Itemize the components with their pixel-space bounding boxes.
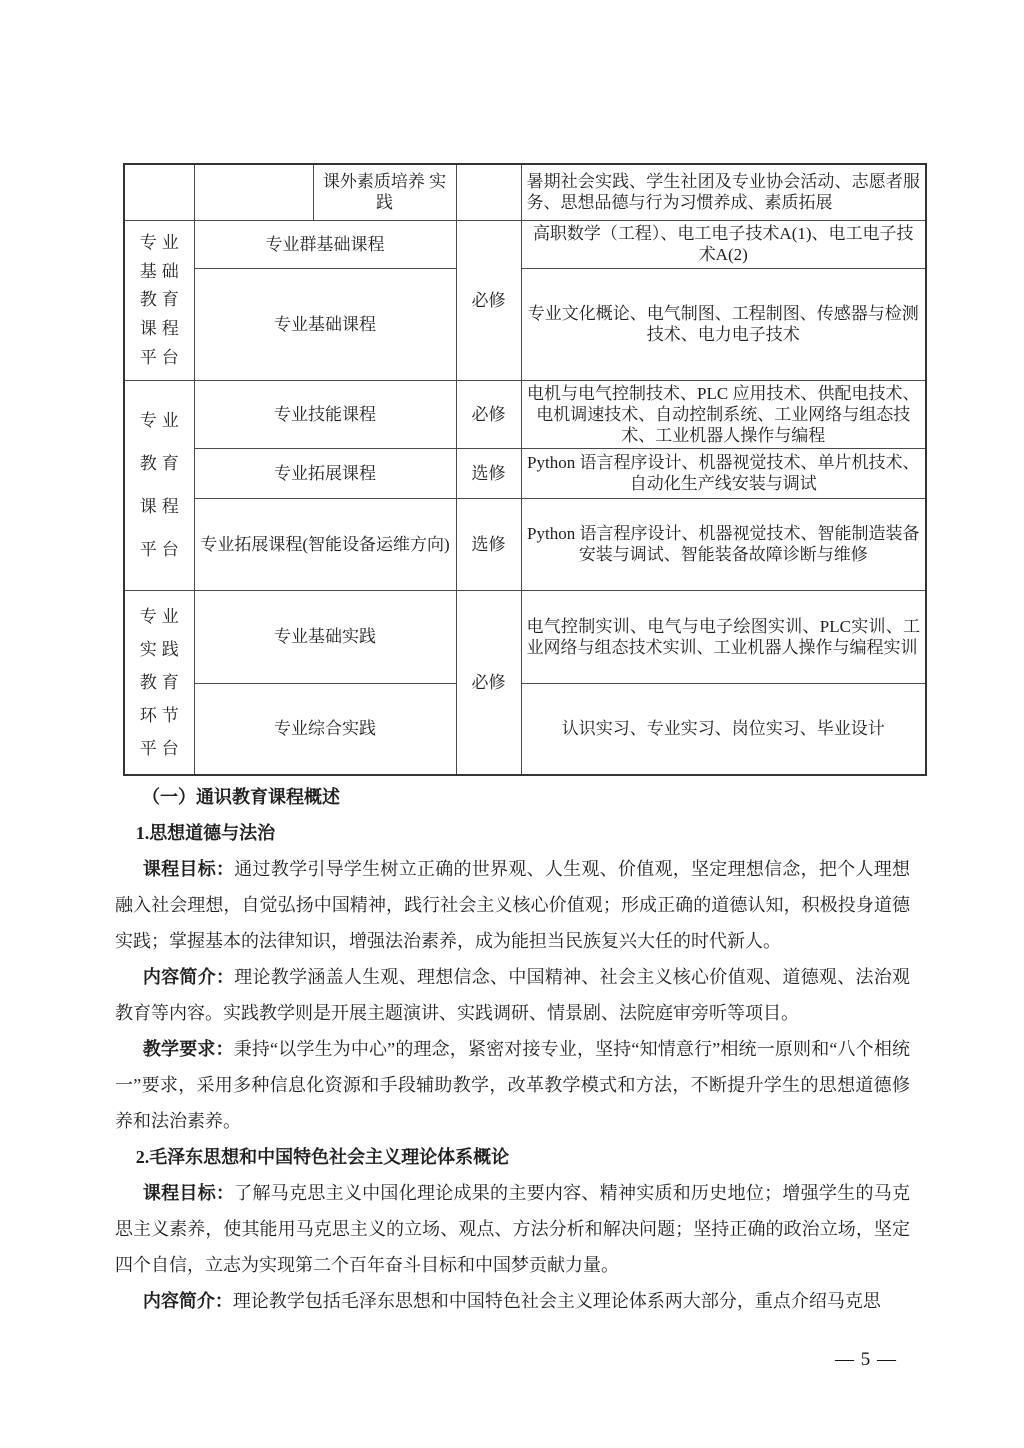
cell-course-type: 专业综合实践 [194, 683, 456, 775]
document-body [115, 779, 910, 1319]
paragraph-label: 内容简介： [142, 1291, 233, 1311]
subsection-heading: 2.毛泽东思想和中国特色社会主义理论体系概论 [135, 1147, 510, 1167]
cell-courses: 高职数学（工程）、电工电子技术A(1)、电工电子技术A(2) [521, 220, 926, 268]
cell-courses: 认识实习、专业实习、岗位实习、毕业设计 [521, 683, 926, 775]
table-row [124, 268, 926, 380]
table-row [124, 380, 926, 448]
section-heading: （一）通识教育课程概述 [142, 787, 340, 807]
table-row [124, 590, 926, 683]
cell-course-type: 课外素质培养 实践 [313, 164, 456, 220]
paragraph-text: 理论教学包括毛泽东思想和中国特色社会主义理论体系两大部分，重点介绍马克思 [232, 1291, 881, 1311]
cell-platform [124, 590, 194, 775]
cell-platform [124, 380, 194, 590]
platform-label: 专业 教育 课程 平台 [139, 411, 184, 559]
cell-required: 必修 [456, 220, 521, 380]
table-row [124, 220, 926, 268]
table-row [124, 498, 926, 590]
table-row [124, 164, 926, 220]
paragraph-text: 理论教学涵盖人生观、理想信念、中国精神、社会主义核心价值观、道德观、法治观教育等内容。实践教学则是开展主题演讲、实践调研、情景剧、法院庭审旁听等项目。 [115, 967, 911, 1023]
cell-platform [124, 220, 194, 380]
cell-course-type: 专业基础课程 [194, 268, 456, 380]
table-row [124, 448, 926, 498]
paragraph-label: 课程目标： [142, 1183, 235, 1203]
curriculum-table [123, 163, 927, 776]
cell-courses: 电气控制实训、电气与电子绘图实训、PLC实训、工业网络与组态技术实训、工业机器人操作与编程实训 [521, 590, 926, 683]
cell-courses: Python 语言程序设计、机器视觉技术、单片机技术、自动化生产线安装与调试 [521, 448, 926, 498]
table-row [124, 683, 926, 775]
paragraph-text: 通过教学引导学生树立正确的世界观、人生观、价值观，坚定理想信念，把个人理想融入社会理想，自觉弘扬中国精神，践行社会主义核心价值观；形成正确的道德认知，积极投身道德实践；掌握基本的法律知识，增强法治素养，成为能担当民族复兴大任的时代新人。 [115, 859, 911, 951]
cell-required [456, 164, 521, 220]
cell-courses: Python 语言程序设计、机器视觉技术、智能制造装备安装与调试、智能装备故障诊断与维修 [521, 498, 926, 590]
cell-courses: 专业文化概论、电气制图、工程制图、传感器与检测技术、电力电子技术 [521, 268, 926, 380]
cell-course-type: 专业技能课程 [194, 380, 456, 448]
cell-course-type: 专业群基础课程 [194, 220, 456, 268]
cell-required: 必修 [456, 590, 521, 775]
paragraph-label: 内容简介： [142, 967, 235, 987]
platform-label: 专业 基础 教育 课程 平台 [139, 232, 184, 368]
cell-course-type: 专业拓展课程 [194, 448, 456, 498]
paragraph [115, 1283, 910, 1319]
paragraph [115, 959, 910, 1031]
cell-empty [124, 164, 194, 220]
paragraph [115, 851, 910, 959]
paragraph [115, 1175, 910, 1283]
cell-required: 必修 [456, 380, 521, 448]
platform-label: 专业 实践 教育 环节 平台 [139, 606, 184, 758]
cell-required: 选修 [456, 448, 521, 498]
paragraph-label: 课程目标： [142, 859, 235, 879]
cell-required: 选修 [456, 498, 521, 590]
paragraph [115, 1031, 910, 1139]
paragraph-label: 教学要求： [142, 1039, 234, 1059]
paragraph-text: 秉持“以学生为中心”的理念，紧密对接专业，坚持“知情意行”相统一原则和“八个相统一”要求，采用多种信息化资源和手段辅助教学，改革教学模式和方法，不断提升学生的思想道德修养和法治素养。 [115, 1039, 911, 1131]
page-number: — 5 — [835, 1349, 897, 1370]
cell-course-type: 专业拓展课程(智能设备运维方向) [194, 498, 456, 590]
subsection-heading: 1.思想道德与法治 [135, 823, 276, 843]
cell-empty [194, 164, 313, 220]
cell-course-type: 专业基础实践 [194, 590, 456, 683]
paragraph-text: 了解马克思主义中国化理论成果的主要内容、精神实质和历史地位；增强学生的马克思主义素养，使其能用马克思主义的立场、观点、方法分析和解决问题；坚持正确的政治立场，坚定四个自信，立志为实现第二个百年奋斗目标和中国梦贡献力量。 [115, 1183, 911, 1275]
cell-courses: 暑期社会实践、学生社团及专业协会活动、志愿者服务、思想品德与行为习惯养成、素质拓展 [521, 164, 926, 220]
cell-courses: 电机与电气控制技术、PLC 应用技术、供配电技术、电机调速技术、自动控制系统、工业网络与组态技术、工业机器人操作与编程 [521, 380, 926, 448]
